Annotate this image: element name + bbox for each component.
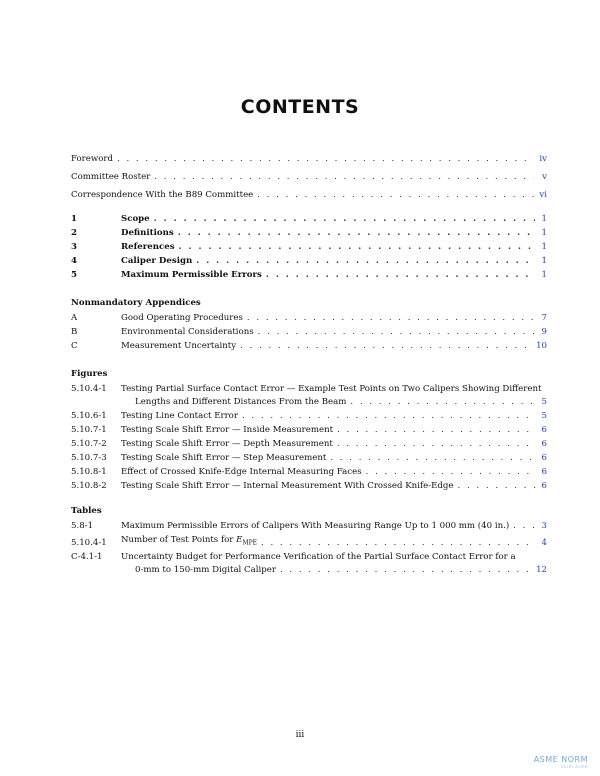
entry-title: Correspondence With the B89 Committee: [71, 190, 254, 200]
leader-dots: [261, 537, 535, 550]
entry-title: Effect of Crossed Knife-Edge Internal Measuring Faces: [121, 467, 362, 477]
entry-page[interactable]: 1: [541, 256, 547, 266]
toc-entry-correspondence[interactable]: [71, 189, 547, 202]
section-number: 3: [71, 242, 77, 252]
entry-title: Environmental Considerations: [121, 327, 254, 337]
leader-dots: [117, 153, 534, 166]
entry-title: References: [121, 242, 175, 252]
toc-entry-figure[interactable]: [71, 424, 547, 437]
entry-page[interactable]: vi: [539, 190, 547, 200]
toc-entry-section[interactable]: [71, 241, 547, 254]
entry-title-line1: Testing Partial Surface Contact Error — Example Test Points on Two Calipers Showing Different: [121, 384, 542, 394]
toc-entry-section[interactable]: [71, 269, 547, 282]
toc-entry-table[interactable]: [71, 520, 547, 533]
leader-dots: [257, 189, 534, 202]
toc-entry-appendix[interactable]: [71, 312, 547, 325]
entry-title: [121, 534, 257, 550]
section-number: 4: [71, 256, 77, 266]
figure-number: 5.10.6-1: [71, 411, 107, 421]
toc-tables: [71, 505, 547, 577]
leader-dots: [240, 340, 532, 353]
table-number: C-4.1-1: [71, 551, 103, 562]
toc-entry-figure[interactable]: [71, 410, 547, 423]
watermark-subtext: norm.asme: [560, 764, 588, 769]
appendix-letter: C: [71, 341, 78, 351]
leader-dots: [337, 438, 536, 451]
figure-number: 5.10.7-1: [71, 425, 107, 435]
toc-entry-section[interactable]: [71, 255, 547, 268]
entry-title: Caliper Design: [121, 256, 193, 266]
entry-page[interactable]: 1: [541, 270, 547, 280]
toc-entry-figure[interactable]: [71, 466, 547, 479]
table-number: 5.8-1: [71, 521, 94, 531]
toc-entry-table[interactable]: [71, 534, 547, 550]
toc-figures: [71, 368, 547, 493]
watermark-text: ASME NORM: [533, 755, 588, 764]
leader-dots: [513, 520, 536, 533]
toc-front-matter: [71, 153, 547, 202]
entry-title: Foreword: [71, 154, 113, 164]
watermark-logo: [534, 755, 588, 769]
entry-page[interactable]: 1: [541, 228, 547, 238]
toc-entry-figure[interactable]: [71, 438, 547, 451]
figure-number: 5.10.7-3: [71, 453, 107, 463]
entry-title: Maximum Permissible Errors of Calipers With Measuring Range Up to 1 000 mm (40 in.): [121, 521, 510, 531]
toc-entry-foreword[interactable]: [71, 153, 547, 166]
entry-title: Committee Roster: [71, 172, 151, 182]
leader-dots: [258, 326, 536, 339]
toc-entry-table[interactable]: [71, 551, 547, 577]
leader-dots: [280, 564, 532, 577]
tables-heading: Tables: [71, 506, 102, 516]
leader-dots: [196, 255, 535, 268]
leader-dots: [247, 312, 535, 325]
entry-page[interactable]: 5: [541, 397, 547, 407]
leader-dots: [154, 213, 535, 226]
entry-title: Testing Line Contact Error: [121, 411, 238, 421]
toc-entry-section[interactable]: [71, 227, 547, 240]
leader-dots: [179, 241, 535, 254]
entry-page[interactable]: 6: [541, 453, 547, 463]
section-number: 2: [71, 228, 77, 238]
entry-page[interactable]: 6: [541, 439, 547, 449]
entry-title: Testing Scale Shift Error — Inside Measurement: [121, 425, 334, 435]
leader-dots: [266, 269, 536, 282]
section-number: 5: [71, 270, 77, 280]
entry-page[interactable]: 5: [541, 411, 547, 421]
entry-title: 0-mm to 150-mm Digital Caliper: [135, 564, 276, 575]
toc-entry-figure[interactable]: [71, 383, 547, 409]
leader-dots: [330, 452, 535, 465]
entry-title: Good Operating Procedures: [121, 313, 243, 323]
toc-entry-figure[interactable]: [71, 452, 547, 465]
entry-title: Maximum Permissible Errors: [121, 270, 262, 280]
entry-title: Measurement Uncertainty: [121, 341, 237, 351]
figure-number: 5.10.4-1: [71, 384, 107, 394]
toc-sections: [71, 213, 547, 282]
entry-page[interactable]: 3: [541, 521, 547, 531]
toc-entry-section[interactable]: [71, 213, 547, 226]
leader-dots: [457, 480, 536, 493]
entry-title: Scope: [121, 214, 150, 224]
entry-page[interactable]: 10: [536, 341, 547, 351]
entry-page[interactable]: v: [542, 172, 547, 182]
entry-title: Lengths and Different Distances From the Beam: [135, 397, 347, 407]
entry-page[interactable]: 1: [541, 242, 547, 252]
leader-dots: [350, 396, 535, 409]
entry-page[interactable]: 4: [541, 537, 547, 548]
toc-entry-appendix[interactable]: [71, 340, 547, 353]
page-number: iii: [295, 730, 305, 740]
toc-entry-figure[interactable]: [71, 480, 547, 493]
entry-page[interactable]: 6: [541, 467, 547, 477]
entry-page[interactable]: iv: [539, 154, 547, 164]
appendix-letter: B: [71, 327, 78, 337]
figure-number: 5.10.8-1: [71, 467, 107, 477]
leader-dots: [178, 227, 535, 240]
entry-title-line1: Uncertainty Budget for Performance Verification of the Partial Surface Contact Error for a: [121, 551, 516, 562]
entry-page[interactable]: 6: [541, 425, 547, 435]
page-title: CONTENTS: [240, 96, 360, 118]
figure-number: 5.10.7-2: [71, 439, 107, 449]
entry-page[interactable]: 9: [541, 327, 547, 337]
toc-appendices: [71, 297, 547, 353]
entry-title: Testing Scale Shift Error — Step Measurement: [121, 453, 327, 463]
leader-dots: [366, 466, 536, 479]
entry-title: Testing Scale Shift Error — Internal Measurement With Crossed Knife-Edge: [121, 481, 454, 491]
entry-title-subscript: MPE: [242, 539, 257, 547]
appendix-letter: A: [71, 313, 78, 323]
entry-title: Definitions: [121, 228, 174, 238]
table-number: 5.10.4-1: [71, 537, 107, 548]
figure-number: 5.10.8-2: [71, 481, 107, 491]
entry-title-text: Number of Test Points for: [121, 535, 237, 545]
figures-heading: Figures: [71, 369, 108, 379]
entry-page[interactable]: 1: [541, 214, 547, 224]
section-number: 1: [71, 214, 77, 224]
entry-page[interactable]: 7: [541, 313, 547, 323]
appendices-heading: Nonmandatory Appendices: [71, 298, 201, 308]
toc-entry-committee-roster[interactable]: [71, 171, 547, 184]
entry-title: Testing Scale Shift Error — Depth Measurement: [121, 439, 333, 449]
leader-dots: [154, 171, 534, 184]
entry-page[interactable]: 6: [541, 481, 547, 491]
entry-title-symbol: E: [236, 535, 243, 545]
leader-dots: [337, 424, 536, 437]
leader-dots: [242, 410, 535, 423]
entry-page[interactable]: 12: [536, 564, 547, 575]
toc-entry-appendix[interactable]: [71, 326, 547, 339]
